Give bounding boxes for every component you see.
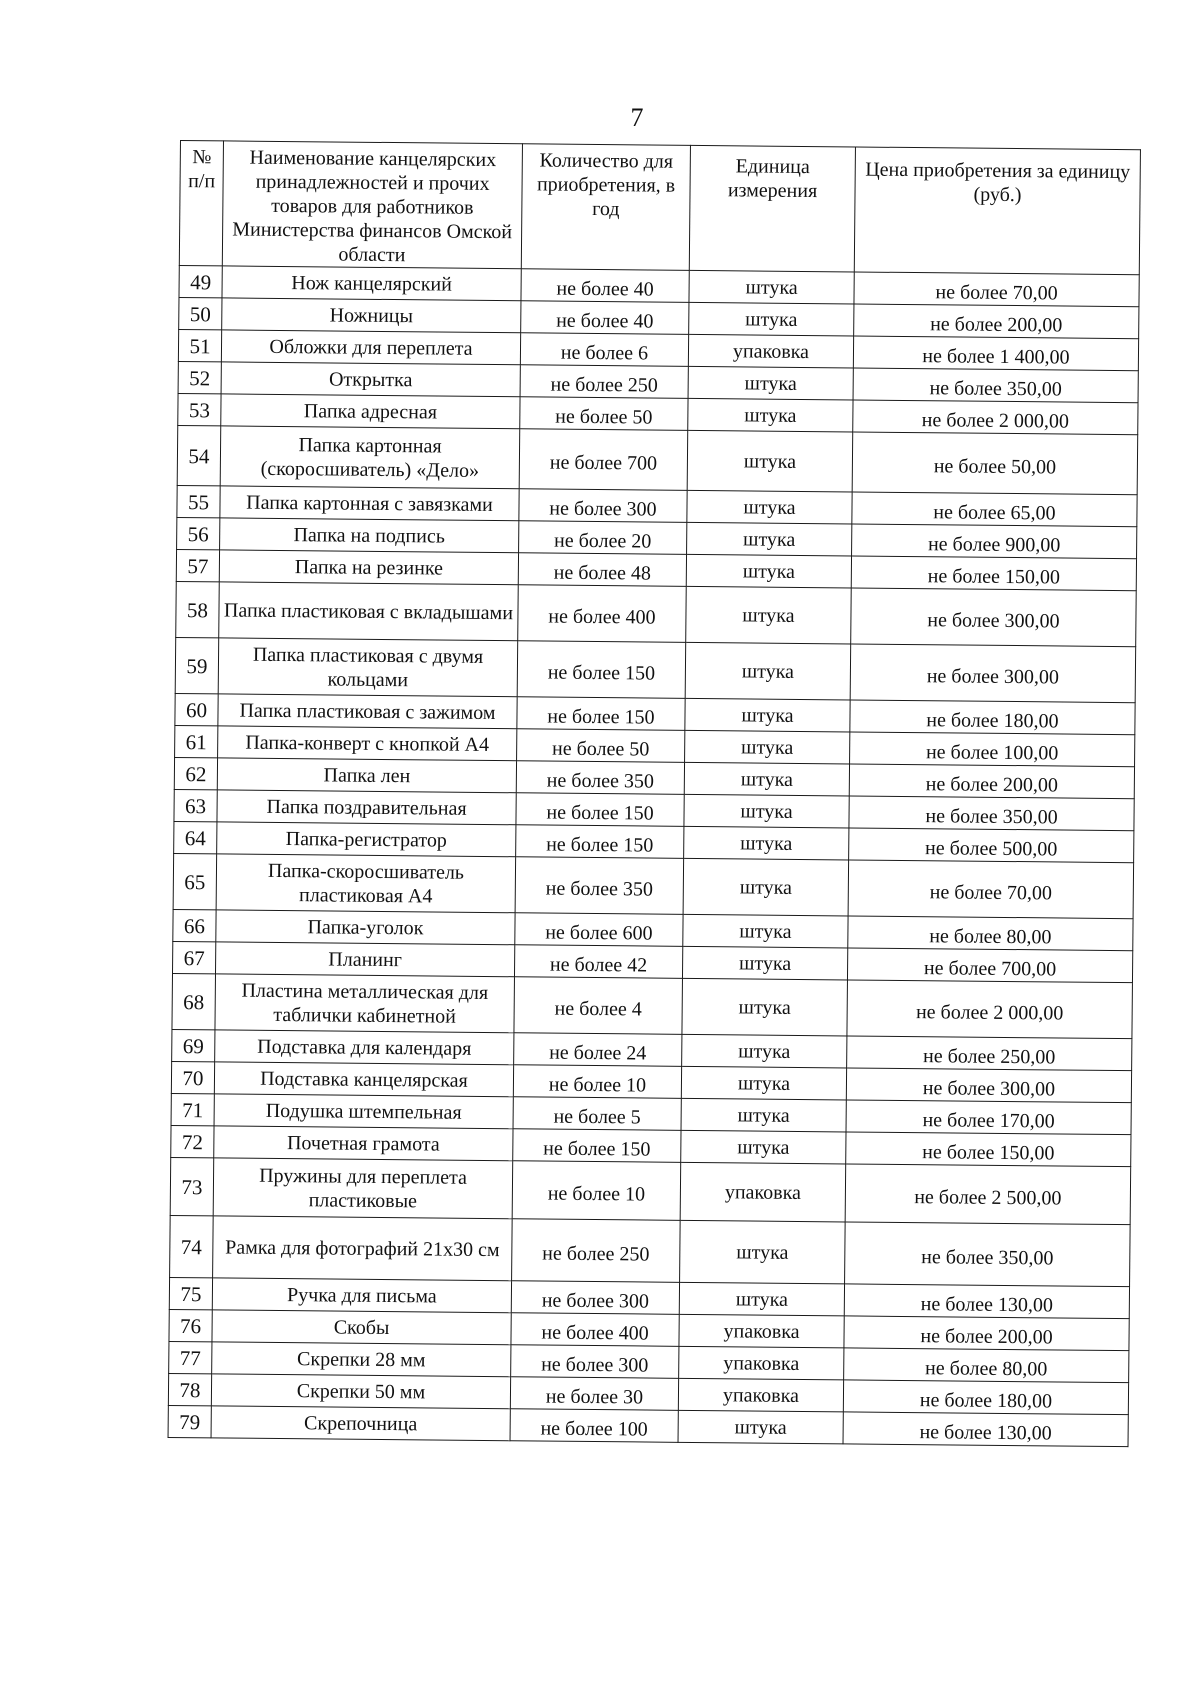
item-name-cell: Открытка [221,362,520,397]
row-number-cell: 74 [170,1215,214,1277]
row-number-cell: 79 [168,1405,211,1437]
unit-cell: штука [681,1130,846,1164]
quantity-cell: не более 10 [513,1065,681,1099]
row-number-cell: 59 [175,637,219,693]
row-number-cell: 57 [176,549,219,581]
row-number-cell: 58 [176,581,220,637]
item-name-cell: Подставка канцелярская [214,1062,513,1097]
price-cell: не более 250,00 [847,1036,1132,1071]
price-cell: не более 350,00 [849,796,1134,831]
price-cell: не более 200,00 [849,764,1134,799]
row-number-cell: 72 [171,1125,214,1157]
price-cell: не более 300,00 [850,644,1136,703]
quantity-cell: не более 150 [516,793,684,827]
table-row [172,973,1132,1038]
price-cell: не более 100,00 [850,732,1135,767]
unit-cell: штука [688,366,853,400]
row-number-cell: 55 [177,485,220,517]
item-name-cell: Папка картонная (скоросшиватель) «Дело» [220,426,520,489]
unit-cell: штука [687,522,852,556]
unit-cell: штука [685,698,850,732]
quantity-cell: не более 5 [513,1097,681,1131]
price-cell: не более 2 500,00 [845,1164,1131,1225]
item-name-cell: Скрепки 28 мм [212,1342,511,1377]
item-name-cell: Папка поздравительная [217,790,516,825]
row-number-cell: 64 [174,821,217,853]
row-number-cell: 63 [174,789,217,821]
price-cell: не более 180,00 [850,700,1135,735]
item-name-cell: Скрепки 50 мм [211,1374,510,1409]
quantity-cell: не более 30 [510,1377,678,1411]
price-cell: не более 1 400,00 [853,336,1138,371]
unit-cell: штука [681,1066,846,1100]
price-cell: не более 150,00 [846,1132,1131,1167]
item-name-cell: Подушка штемпельная [214,1094,513,1129]
quantity-cell: не более 24 [514,1033,682,1067]
unit-cell: штука [684,762,849,796]
item-name-cell: Скобы [212,1310,511,1345]
unit-cell: штука [685,730,850,764]
row-number-cell: 56 [177,517,220,549]
quantity-cell: не более 48 [518,553,686,587]
item-name-cell: Папка пластиковая с вкладышами [219,582,519,641]
quantity-cell: не более 50 [520,397,688,431]
row-number-cell: 70 [171,1061,214,1093]
quantity-cell: не более 100 [510,1409,678,1443]
price-cell: не более 180,00 [843,1380,1128,1415]
row-number-cell: 78 [168,1373,211,1405]
quantity-cell: не более 300 [511,1281,679,1315]
row-number-cell: 52 [178,361,221,393]
item-name-cell: Обложки для переплета [221,330,520,365]
quantity-cell: не более 400 [518,585,687,643]
price-cell: не более 2 000,00 [847,980,1133,1039]
quantity-cell: не более 10 [512,1161,681,1221]
unit-cell: штука [686,554,851,588]
table-row [176,581,1136,646]
unit-cell: штука [685,642,851,700]
row-number-cell: 49 [179,265,222,297]
unit-cell: штука [688,398,853,432]
item-name-cell: Папка лен [217,758,516,793]
table-row [170,1215,1131,1286]
quantity-cell: не более 250 [520,365,688,399]
price-cell: не более 300,00 [851,588,1137,647]
quantity-cell: не более 150 [517,697,685,731]
quantity-cell: не более 4 [514,977,683,1035]
row-number-cell: 67 [172,941,215,973]
item-name-cell: Папка пластиковая с зажимом [218,694,517,729]
row-number-cell: 68 [172,973,216,1029]
header-unit: Единица измерения [689,145,855,272]
item-name-cell: Ручка для письма [212,1278,511,1313]
header-item-name: Наименование канцелярских принадлежностей и прочих товаров для работников Министерства финансов Омской области [222,141,522,269]
price-cell: не более 350,00 [845,1222,1131,1287]
row-number-cell: 53 [178,393,221,425]
table-row [173,853,1133,918]
item-name-cell: Подставка для календаря [215,1030,514,1065]
item-name-cell: Папка-конверт с кнопкой А4 [218,726,517,761]
table-row [175,637,1135,702]
item-name-cell: Папка-уголок [216,910,515,945]
item-name-cell: Папка на резинке [219,550,518,585]
item-name-cell: Скрепочница [211,1406,510,1441]
quantity-cell: не более 350 [515,857,684,915]
unit-cell: штука [687,430,853,492]
quantity-cell: не более 40 [521,269,689,303]
row-number-cell: 76 [169,1309,212,1341]
unit-cell: упаковка [679,1314,844,1348]
header-price: Цена приобретения за единицу (руб.) [854,147,1140,275]
item-name-cell: Папка пластиковая с двумя кольцами [218,638,518,697]
price-cell: не более 65,00 [852,492,1137,527]
quantity-cell: не более 400 [511,1313,679,1347]
price-cell: не более 300,00 [846,1068,1131,1103]
row-number-cell: 66 [173,909,216,941]
row-number-cell: 69 [172,1029,215,1061]
price-cell: не более 2 000,00 [853,400,1138,435]
unit-cell: штука [684,794,849,828]
row-number-cell: 54 [177,425,221,485]
row-number-cell: 51 [178,329,221,361]
price-cell: не более 500,00 [849,828,1134,863]
unit-cell: штука [679,1282,844,1316]
item-name-cell: Папка-скоросшиватель пластиковая А4 [216,854,516,913]
price-cell: не более 130,00 [844,1284,1129,1319]
quantity-cell: не более 20 [519,521,687,555]
price-cell: не более 700,00 [847,948,1132,983]
header-quantity: Количество для приобретения, в год [521,144,690,271]
quantity-cell: не более 300 [511,1345,679,1379]
unit-cell: упаковка [688,334,853,368]
row-number-cell: 73 [170,1157,214,1215]
table-body [168,265,1139,1446]
quantity-cell: не более 300 [519,489,687,523]
item-name-cell: Папка картонная с завязками [220,486,519,521]
item-name-cell: Папка адресная [221,394,520,429]
table-row [170,1157,1131,1224]
price-cell: не более 350,00 [853,368,1138,403]
row-number-cell: 71 [171,1093,214,1125]
item-name-cell: Пружины для переплета пластиковые [213,1158,513,1219]
row-number-cell: 77 [169,1341,212,1373]
price-cell: не более 900,00 [852,524,1137,559]
unit-cell: штука [689,302,854,336]
quantity-cell: не более 42 [514,945,682,979]
item-name-cell: Папка на подпись [220,518,519,553]
row-number-cell: 62 [174,757,217,789]
item-name-cell: Пластина металлическая для таблички кабинетной [215,974,515,1033]
unit-cell: штука [678,1410,843,1444]
unit-cell: упаковка [678,1378,843,1412]
quantity-cell: не более 150 [516,825,684,859]
table-row [177,425,1138,494]
price-cell: не более 150,00 [851,556,1136,591]
price-cell: не более 170,00 [846,1100,1131,1135]
unit-cell: штука [687,490,852,524]
unit-cell: штука [682,946,847,980]
quantity-cell: не более 600 [515,913,683,947]
unit-cell: штука [681,1098,846,1132]
quantity-cell: не более 50 [517,729,685,763]
item-name-cell: Папка-регистратор [217,822,516,857]
header-number: № п/п [179,141,223,266]
unit-cell: штука [686,586,852,644]
item-name-cell: Нож канцелярский [222,266,521,301]
page-number: 7 [630,103,644,132]
price-cell: не более 80,00 [848,916,1133,951]
row-number-cell: 65 [173,853,217,909]
row-number-cell: 75 [169,1277,212,1309]
unit-cell: штука [683,858,849,916]
procurement-table [168,140,1141,1447]
unit-cell: штука [682,978,848,1036]
price-cell: не более 70,00 [854,272,1139,307]
quantity-cell: не более 700 [519,429,688,491]
item-name-cell: Рамка для фотографий 21х30 см [213,1216,513,1281]
unit-cell: упаковка [679,1346,844,1380]
quantity-cell: не более 40 [521,301,689,335]
quantity-cell: не более 6 [520,333,688,367]
unit-cell: штука [683,914,848,948]
unit-cell: штука [680,1220,846,1284]
price-cell: не более 80,00 [844,1348,1129,1383]
unit-cell: штука [682,1034,847,1068]
row-number-cell: 50 [179,297,222,329]
item-name-cell: Планинг [215,942,514,977]
unit-cell: штука [689,270,854,304]
item-name-cell: Ножницы [222,298,521,333]
unit-cell: упаковка [680,1162,846,1222]
quantity-cell: не более 350 [516,761,684,795]
table-header-row [179,141,1140,275]
quantity-cell: не более 250 [512,1219,681,1283]
price-cell: не более 200,00 [844,1316,1129,1351]
unit-cell: штука [684,826,849,860]
price-cell: не более 70,00 [848,860,1134,919]
row-number-cell: 60 [175,693,218,725]
row-number-cell: 61 [175,725,218,757]
quantity-cell: не более 150 [517,641,686,699]
price-cell: не более 50,00 [852,432,1138,495]
price-cell: не более 130,00 [843,1412,1128,1447]
item-name-cell: Почетная грамота [214,1126,513,1161]
quantity-cell: не более 150 [513,1129,681,1163]
price-cell: не более 200,00 [854,304,1139,339]
